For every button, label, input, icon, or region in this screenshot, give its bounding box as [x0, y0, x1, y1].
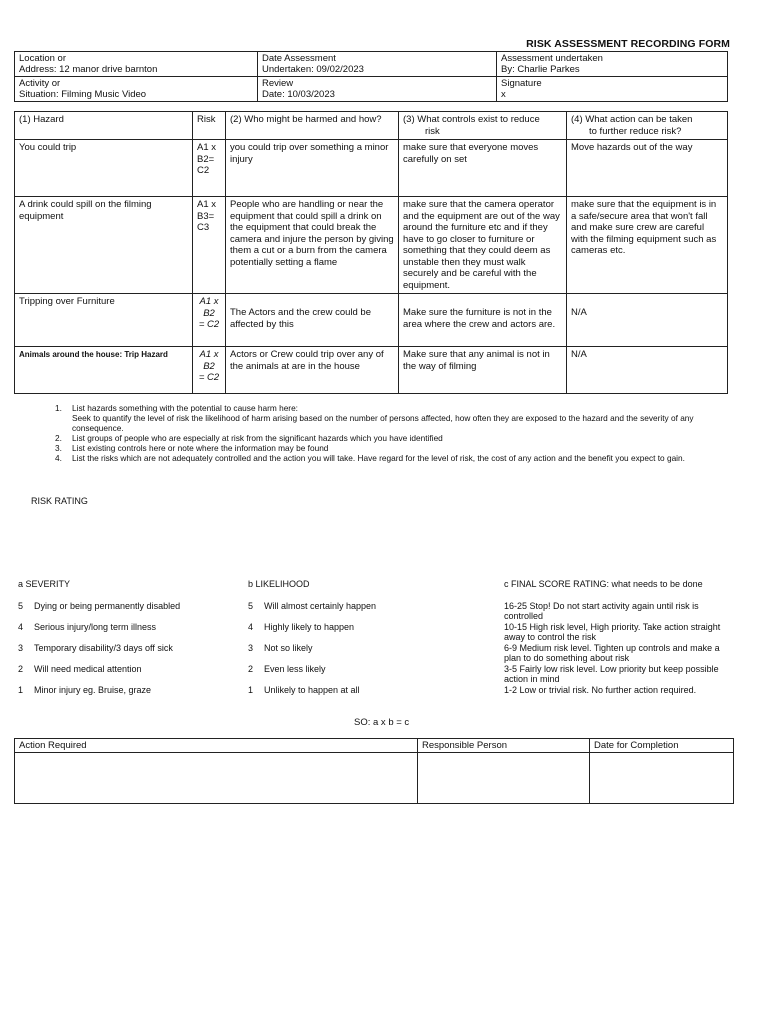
risk-header: Risk — [193, 112, 226, 140]
risk-line: = C2 — [198, 319, 220, 330]
review-label: Review — [262, 78, 294, 89]
hazard-header: (1) Hazard — [15, 112, 193, 140]
risk-line: B2 — [203, 307, 215, 319]
date-assessment-value: Undertaken: 09/02/2023 — [262, 64, 364, 75]
risk-line: C2 — [197, 165, 210, 176]
notes-list — [55, 403, 735, 463]
header-table — [14, 51, 728, 102]
controls-cell: Make sure the furniture is not in the area where the crew and actors are. — [399, 294, 567, 347]
action-table — [14, 738, 734, 804]
action-cell: make sure that the equipment is in a safe/secure area that won't fall and make sure crew are careful with the filming equipment such as cameras etc. — [567, 197, 728, 294]
controls-cell: make sure that the camera operator and the equipment are out of the way around the furniture etc and if they have to go closer to furniture or something that they could deem as unstable then they must walk securely and be careful with the equipment. — [399, 197, 567, 294]
assessor-label: Assessment undertaken — [501, 53, 603, 64]
table-row — [15, 197, 728, 294]
likelihood-text: Not so likely — [264, 643, 313, 653]
activity-value: Situation: Filming Music Video — [19, 89, 147, 100]
location-label: Location or — [19, 53, 67, 64]
final-score-heading: c FINAL SCORE RATING: what needs to be done — [504, 579, 703, 589]
action-cell: N/A — [567, 294, 728, 347]
table-row — [15, 140, 728, 197]
note-number: 3. — [55, 443, 62, 453]
note-item — [55, 403, 735, 433]
likelihood-num: 4 — [248, 622, 254, 632]
final-score-item: 6-9 Medium risk level. Tighten up controls and make a plan to do something about risk — [504, 643, 720, 663]
likelihood-heading: b LIKELIHOOD — [248, 579, 310, 589]
final-score-item: 16-25 Stop! Do not start activity again until risk is controlled — [504, 601, 699, 621]
date-assessment-label: Date Assessment — [262, 53, 336, 64]
controls-header-line1: (3) What controls exist to reduce — [403, 114, 540, 125]
risk-line: A1 x — [197, 199, 217, 210]
note-number: 2. — [55, 433, 62, 443]
note-item — [55, 443, 735, 453]
risk-line: = C2 — [198, 372, 220, 383]
hazard-cell: You could trip — [15, 140, 193, 197]
review-value: Date: 10/03/2023 — [262, 89, 335, 100]
final-score-item: 1-2 Low or trivial risk. No further action required. — [504, 685, 697, 695]
action-cell: Move hazards out of the way — [567, 140, 728, 197]
note-text: List existing controls here or note where the information may be found — [72, 443, 329, 453]
who-cell: The Actors and the crew could be affected by this — [226, 294, 399, 347]
assessor-cell — [497, 52, 728, 77]
likelihood-text: Will almost certainly happen — [264, 601, 377, 611]
header-row-2 — [15, 77, 728, 102]
signature-value: x — [501, 89, 506, 100]
note-number: 4. — [55, 453, 62, 463]
risk-line: B2= — [197, 153, 215, 165]
likelihood-text: Unlikely to happen at all — [264, 685, 360, 695]
header-row-1 — [15, 52, 728, 77]
severity-num: 2 — [18, 664, 24, 674]
note-number: 1. — [55, 403, 62, 413]
action-header — [567, 112, 728, 140]
risk-cell — [193, 140, 226, 197]
risk-line: B3= — [197, 210, 215, 222]
responsible-person-cell[interactable] — [418, 753, 590, 804]
final-score-item: 3-5 Fairly low risk level. Low priority but keep possible action in mind — [504, 664, 719, 684]
who-cell: Actors or Crew could trip over any of the animals at are in the house — [226, 347, 399, 394]
note-text: List the risks which are not adequately controlled and the action you will take. Have regard for the level of risk, the cost of any action and the benefit you expect to gain. — [72, 453, 685, 463]
hazard-cell: A drink could spill on the filming equipment — [15, 197, 193, 294]
activity-cell — [15, 77, 258, 102]
likelihood-text: Highly likely to happen — [264, 622, 355, 632]
signature-label: Signature — [501, 78, 542, 89]
risk-line: C3 — [197, 222, 210, 233]
likelihood-text: Even less likely — [264, 664, 326, 674]
hazard-cell: Animals around the house: Trip Hazard — [15, 347, 193, 394]
activity-label: Activity or — [19, 78, 61, 89]
final-score-item: 10-15 High risk level, High priority. Take action straight away to control the risk — [504, 622, 721, 642]
risk-cell — [193, 347, 226, 394]
formula-text: SO: a x b = c — [354, 717, 410, 728]
responsible-person-header: Responsible Person — [418, 739, 590, 753]
action-required-header: Action Required — [15, 739, 418, 753]
who-cell: People who are handling or near the equipment that could spill a drink on the equipment that could break the camera and injure the person by giving them a cut or a burn from the camera potentially setting a flame — [226, 197, 399, 294]
signature-cell — [497, 77, 728, 102]
review-cell — [258, 77, 497, 102]
who-cell: you could trip over something a minor injury — [226, 140, 399, 197]
severity-num: 3 — [18, 643, 24, 653]
severity-text: Serious injury/long term illness — [34, 622, 157, 632]
date-completion-header: Date for Completion — [590, 739, 734, 753]
risk-cell — [193, 197, 226, 294]
form-title: RISK ASSESSMENT RECORDING FORM — [526, 38, 730, 50]
likelihood-num: 3 — [248, 643, 254, 653]
risk-line: A1 x — [199, 296, 219, 307]
action-header-line1: (4) What action can be taken — [571, 114, 693, 125]
risk-rating-title: RISK RATING — [31, 496, 88, 506]
controls-cell: Make sure that any animal is not in the way of filming — [399, 347, 567, 394]
severity-text: Will need medical attention — [34, 664, 142, 674]
location-cell — [15, 52, 258, 77]
action-required-cell[interactable] — [15, 753, 418, 804]
note-item — [55, 453, 735, 463]
assessor-value: By: Charlie Parkes — [501, 64, 580, 75]
risk-line: A1 x — [197, 142, 217, 153]
controls-header — [399, 112, 567, 140]
risk-line: A1 x — [199, 349, 219, 360]
location-value: Address: 12 manor drive barnton — [19, 64, 158, 75]
date-assessment-cell — [258, 52, 497, 77]
note-text: List hazards something with the potential to cause harm here: — [72, 403, 298, 413]
risk-cell — [193, 294, 226, 347]
action-cell: N/A — [567, 347, 728, 394]
severity-heading: a SEVERITY — [18, 579, 71, 589]
date-completion-cell[interactable] — [590, 753, 734, 804]
severity-text: Minor injury eg. Bruise, graze — [34, 685, 152, 695]
hazard-table — [14, 111, 728, 394]
note-text: List groups of people who are especially at risk from the significant hazards which you have identified — [72, 433, 443, 443]
who-header: (2) Who might be harmed and how? — [226, 112, 399, 140]
table-row — [15, 347, 728, 394]
likelihood-num: 2 — [248, 664, 254, 674]
risk-line: B2 — [203, 360, 215, 372]
note-subtext: Seek to quantify the level of risk the likelihood of harm arising based on the number of persons affected, how often they are exposed to the hazard and the severity of any consequence. — [72, 413, 694, 433]
table-row — [15, 294, 728, 347]
hazard-cell: Tripping over Furniture — [15, 294, 193, 347]
severity-num: 5 — [18, 601, 24, 611]
action-header-line2: to further reduce risk? — [589, 125, 682, 137]
severity-text: Dying or being permanently disabled — [34, 601, 181, 611]
severity-num: 4 — [18, 622, 24, 632]
severity-text: Temporary disability/3 days off sick — [34, 643, 173, 653]
action-table-header — [15, 739, 734, 753]
controls-header-line2: risk — [425, 125, 440, 137]
severity-num: 1 — [18, 685, 24, 695]
hazard-table-header — [15, 112, 728, 140]
likelihood-num: 5 — [248, 601, 254, 611]
likelihood-num: 1 — [248, 685, 254, 695]
action-table-row — [15, 753, 734, 804]
note-item — [55, 433, 735, 443]
controls-cell: make sure that everyone moves carefully on set — [399, 140, 567, 197]
